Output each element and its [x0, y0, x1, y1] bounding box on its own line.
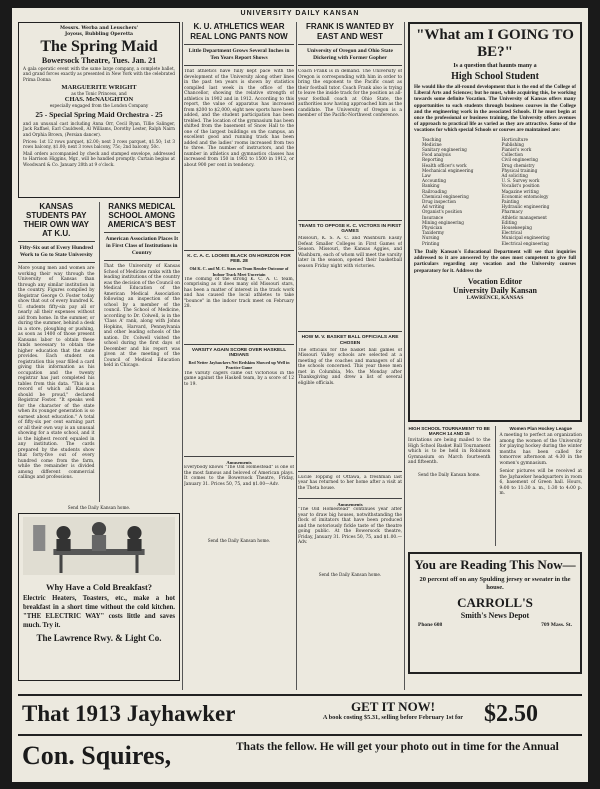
carrolls-sub: Smith's News Depot: [460, 611, 530, 620]
send-kansan-note: Send the Daily Kansan home.: [67, 505, 131, 510]
masthead: UNIVERSITY DAILY KANSAN: [240, 10, 360, 17]
carrolls-name: CARROLL'S: [457, 595, 533, 610]
spring-maid-orchestra: 25 - Special Spring Maid Orchestra - 25: [35, 110, 163, 120]
vocation-item: Food analysis: [422, 152, 451, 158]
vocation-item: Drug chemistry: [501, 162, 535, 168]
teams-oppose-headline: TEAMS TO OPPOSE K. C. VICTORS IN FIRST GAMES: [298, 224, 402, 235]
vocation-body: He would like the all-round development that is the end of the College of Liberal Arts and Sciences; but he must, while acquiring this, be working towards some definite Vocation. The University of Kansas offers many opportunities to such students through business courses in the College and the engineering work in the associated Schools. If he must begin at once the professional or business training, the University offers avenues of approach to practical life as varied as they are attractive. Some of the vocations for which special Schools or courses are maintained are:: [414, 84, 576, 134]
women-hockey-body: A meeting to perfect an organization among the women of the University for playing hockey during the winter months has been called for tomorrow afternoon at 4:30 in the women's gymnasium.: [499, 433, 582, 466]
vocation-item: Electrical engineering: [501, 240, 549, 246]
kc-game-headline: K. C. A. C. LOOMS BLACK ON HORIZON FOR FEB. 28: [187, 254, 291, 265]
frank-wanted-body: Coach Frank is in demand. The University of Oregon is corresponding with him in order to bring the exponent to the Pacific coast as their football tutor. Coach Frank also is trying to leave the inside track for the position as all-year football coach at Ohio State, the authorities now having approached him as the candidate. The University of Oregon is a member of the Pacific-Northwest conference.: [298, 69, 402, 118]
squires-ad: [18, 734, 582, 780]
amusements1-title: Amusements: [226, 459, 252, 465]
spring-maid-star1: MARGUERITE WRIGHT: [61, 83, 137, 91]
spring-maid-ad: [18, 22, 180, 198]
squires-name: Con. Squires,: [22, 741, 172, 770]
spring-maid-star1-sub: as the Tonic Princess, and: [71, 90, 127, 96]
ku-athletics-headline: K. U. ATHLETICS WEAR REAL LONG PANTS NOW: [190, 22, 288, 41]
vocation-item: Horticulture: [501, 136, 528, 142]
vocation-bureau1: Vocation Editor: [467, 276, 523, 286]
medical-school-headline: RANKS MEDICAL SCHOOL AMONG AMERICA'S BEST: [107, 202, 176, 229]
vocation-item: Taxidermy: [422, 230, 445, 236]
vocation-item: Insurance: [422, 214, 444, 220]
spring-maid-venue: Bowersock Theatre, Tues. Jan. 21: [41, 56, 157, 66]
spring-maid-kicker1: Messrs. Werba and Leuschers': [60, 26, 138, 31]
varsity-score-body: The varsity cagers came out victorious in the game against the Haskell team, by a score of 12 to 19.: [184, 370, 294, 387]
spring-maid-intro: A gala operatic event with the same large company, a complete ballet, and grand forces exactly as presented in New York with the celebrated Prima Donna: [23, 66, 175, 82]
lucile-note: Lucile Topping of Ottawa, a freshman last year has returned to her home after a visit at the Theta house.: [298, 474, 402, 491]
carrolls-ad: [408, 552, 582, 674]
kansas-students-deck: Fifty-Six out of Every Hundred Work to Go to State University: [19, 245, 94, 258]
vocation-student: High School Student: [451, 71, 539, 82]
vocation-title: "What am I GOING TO BE?": [416, 27, 574, 60]
hs-tournament-body: Invitations are being mailed to the High School Basket Ball Tournament which is to be held in Robinson Gymnasium on March fourteenth and fifteenth.: [408, 438, 491, 466]
vocation-item: Municipal engineering: [501, 235, 550, 241]
spring-maid-mail: Mail orders accompanied by check and stamped envelope, addressed to Harrison Higgins, Mgr., will be handled promptly. Curtain begins at Woodward & Co. January 20th at 9 o'clock.: [23, 151, 175, 167]
vocation-item: Drug inspection: [422, 199, 456, 205]
hs-tournament-article: [408, 426, 491, 546]
vocation-item: Vocalist's position: [501, 183, 540, 189]
spring-maid-cast: and an unusual cast including Anna Orr, Cecil Ryan, Tillie Salinger, Jack Raffael, Earl Cauldwell, Al Williams, Dorothy Lester, Ralph Nairn and Orphia Brown, (Persian dancer).: [23, 121, 175, 137]
ku-athletics-body: That athletics have fully kept pace with the development of the University along other lines in the past ten years is shown by statistics compiled last week in the office of the Chancellor, showing the relative strength of athletics in 1902 and in 1912. According to this report, the value of apparatus has increased from $200 to $2,000, eight new sports have been added, and the student participation has been trebled. The location of the gymnasium has been shifted from the basement of Snow Hall to the one of the largest buildings on the campus, an excellent good and running track has been added and the ladies' rooms increased from two to three. The number of instructors, and the number in athletics and gymnastics classes has increased from 150 in 1902 to 1500 in 1912, or about 900 per cent in tendency.: [184, 69, 294, 168]
carrolls-phone: Phone 608: [418, 622, 443, 628]
vocation-item: Mechanical engineering: [422, 167, 474, 173]
varsity-score-headline: VARSITY AGAIN SCORE OVER HASKELL INDIANS: [191, 347, 287, 359]
jayhawker-terms: A book costing $5.31, selling before February 1st for: [322, 714, 464, 721]
vocation-bureau2: University Daily Kansan: [452, 285, 537, 295]
vocation-item: Organist's position: [422, 209, 463, 215]
vocation-item: Electrical: [501, 230, 522, 236]
vocation-item: Hydraulic engineering: [501, 204, 550, 210]
medical-school-body: That the University of Kansas School of Medicine ranks with the leading institutions of the country was the decision of the Council on Medical Education of the American Medical Association following an inspection of the school by a member of the council. The School of Medicine, according to Dr. Colwell, is in the 'Class A' rank, along with Johns Hopkins, Harvard, Pennsylvania and other leading schools of the nation. Dr. Colwell visited the school during the first days of December and his report was given at the meeting of the Council of Medical Education held in Chicago.: [103, 264, 180, 368]
vocation-item: Editing: [501, 219, 517, 225]
vocation-item: Teaching: [422, 136, 442, 142]
vocation-item: Pianist's work: [501, 147, 532, 153]
carrolls-title: You are Reading This Now—: [414, 557, 576, 572]
basketball-rules-body: The officials for the basket ball games of Missouri Valley schools are selected at a meeting of the coaches and managers of all the schools concerned. This year these men met in Columbia, Mo. the Monday after Thanksgiving and drew a list of several eligible officials.: [298, 347, 402, 386]
carrolls-body: 20 percent off on any Spulding jersey or sweater in the house.: [419, 576, 571, 591]
right-column: [408, 22, 582, 678]
kansas-students-article: [18, 202, 95, 502]
send-kansan-note-2: Send the Daily Kansan home.: [207, 538, 271, 544]
column-3: [298, 22, 402, 690]
amusements2-body: "The Old Homestead" continues year after year to draw big houses, notwithstanding the flock of imitators that have been produced and the notoriously fickle taste of the theatre going public. At the Bowersock theatre, Friday, January 31. Prices 50, 75, and $1.00.—Adv.: [298, 507, 402, 546]
breakfast-headline: Why Have a Cold Breakfast?: [45, 582, 153, 593]
vocation-item: Physician: [422, 225, 443, 231]
frank-wanted-deck: University of Oregon and Ohio State Dickering with Former Gopher: [307, 48, 393, 61]
vocation-item: Printing: [422, 240, 440, 246]
jayhawker-title: That 1913 Jayhawker: [22, 701, 236, 726]
jayhawker-price: $2.50: [484, 701, 538, 727]
kansas-students-body: More young men and women are working their way through the University of Kansas than through any similar institution in the country. Figures compiled by Registrar George O. Foster today show that out of every hundred K. U. students fifty-six pay all or nearly all their expenses without aid from home. In the summer, or during the summer, behind a desk in a store, ploughing or pushing, as soon as 1400 of those present Kansans labor to obtain these funds necessary to obtain the higher education that the state provides. Each student on registration this year filled a card giving this information as his occupation and the twenty registrar has just completed his tables from this data. "This is a record of which all Kansans should be proud," declared Registrar Foster. "It speaks well for the character of the state when its younger generation is so earnest about education." A total of fifty-six per cent earning part or all their own way is an unusual showing for a state school, and it is the highest record equaled in any institution. The cards prepared by the students show that forty-five out of every hundred come from the farm, while the remainder is divided among different commercial callings and professions.: [18, 266, 95, 480]
vocation-bureau3: LAWRENCE, KANSAS: [466, 294, 524, 301]
carrolls-contact: [414, 620, 576, 630]
vocation-item: Banking: [422, 183, 440, 189]
senior-pictures-note: Senior pictures will be received at the Jayhawker headquarters in room 6, basement of Green hall. Hours, 9:00 to 11:30 a. m., 1:30 to 4:00 p. m.: [499, 469, 582, 497]
breakfast-company: The Lawrence Rwy. & Light Co.: [36, 633, 162, 644]
breakfast-ad: [18, 513, 180, 681]
spring-maid-star2-sub: especially engaged from the London Company: [49, 103, 149, 108]
vocation-item: Law: [422, 173, 431, 179]
vocation-item: Publishing: [501, 141, 524, 147]
vocation-item: Housekeeping: [501, 225, 532, 231]
women-hockey-article: [500, 426, 583, 546]
vocation-item: Sanitary engineering: [422, 147, 467, 153]
amusements1-body: Everybody knows "The Old Homestead" is one of the most famous and beloved of American plays. It comes to the Bowersock Theatre, Friday, January 31. Prices 50, 75, and $1.00—Adv.: [184, 465, 294, 487]
breakfast-body: Electric Heaters, Toasters, etc., make a hot breakfast in a short time without the cold kitchen. "THE ELECTRIC WAY" costs little and saves much. Try it.: [23, 595, 175, 630]
women-hockey-headline: Women Plan Hockey League: [509, 426, 572, 431]
vocation-list: [422, 137, 576, 246]
vocation-item: Medicine: [422, 141, 442, 147]
send-kansan-note-4: Send the Daily Kansan home.: [418, 471, 481, 477]
squires-tagline: Thats the fellow. He will get your photo out in time for the Annual: [236, 741, 559, 753]
ku-athletics-deck: Little Department Grows Several Inches in Ten Years Report Shows: [188, 48, 290, 61]
vocation-item: Mining engineering: [422, 219, 464, 225]
kc-game-body: The coming of the strong K. C. A. C. team, comprising as it does many old Missouri stars, has been a matter of interest in the track work and has caused the local athletes to take "bounce" in the indoor track meet on February 28.: [184, 276, 294, 310]
vocation-footer: The Daily Kansan's Educational Department will see that inquiries addressed to it are answered by the ones most competent to give full particulars regarding any vocation and the University courses preparatory for it. Address the: [414, 248, 576, 274]
vocation-item: Nursing: [422, 235, 440, 241]
vocation-item: Painting: [501, 199, 520, 205]
vocation-item: U. S. Survey work: [501, 178, 540, 184]
spring-maid-kicker2: Joyous, Bubbling Operetta: [64, 31, 134, 37]
vocation-item: Accounting: [422, 178, 447, 184]
kc-game-deck: Old K. C. and M. C. Stars on Team Render Outcome of Indoor Track Meet Uncertain: [189, 266, 289, 277]
teams-oppose-body: Missouri, K. S. A. C. and Washburn Easily Defeat Smaller Colleges in First Games of Season. Missouri, the Kansas Aggies, and Washburn, each of whom will meet the varsity later in the season, opened their basketball season Friday night with victories.: [298, 236, 402, 269]
vocation-item: Chemical engineering: [422, 193, 469, 199]
vocation-sub: Is a question that haunts many a: [453, 63, 537, 69]
spring-maid-prices: Prices: 1st 12 rows parquet, $2.00; next 3 rows parquet, $1.50; 1st 3 rows balcony, $1.00; next 3 rows balcony, 75c; 2nd balcony, 50c.: [23, 138, 175, 150]
hs-tournament-headline: HIGH SCHOOL TOURNAMENT TO BE MARCH 14 AND 15: [408, 426, 490, 437]
vocation-item: Economic entomology: [501, 193, 549, 199]
frank-wanted-headline: FRANK IS WANTED BY EAST AND WEST: [306, 22, 394, 41]
vocation-item: Magazine writing: [501, 188, 539, 194]
vocation-item: Health officer's work: [422, 162, 467, 168]
column-2: [184, 22, 294, 690]
spring-maid-title: The Spring Maid: [40, 38, 158, 56]
amusements2-title: Amusements: [337, 501, 363, 507]
vocation-item: Physical training: [501, 167, 538, 173]
vocation-item: Ad soliciting: [501, 173, 528, 179]
col1-articles: [18, 202, 180, 502]
column-1: [18, 22, 180, 690]
right-small-articles: [408, 426, 582, 546]
vocation-item: Ad writing: [422, 204, 445, 210]
jayhawker-get-it: GET IT NOW!: [350, 699, 436, 714]
jayhawker-ad: [18, 694, 582, 734]
vocation-item: Railroading: [422, 188, 447, 194]
vocation-item: Reporting: [422, 157, 444, 163]
vocation-item: Collection: [501, 152, 523, 158]
varsity-score-deck: Red Netter Jayhawkers Net Redskins Showed up Well in Practice Game: [188, 360, 290, 371]
vocation-ad: [408, 22, 582, 422]
kansas-students-headline: KANSAS STUDENTS PAY THEIR OWN WAY AT K.U.: [23, 202, 89, 238]
medical-school-deck: American Association Places It in First Class of Institutions in Country: [105, 236, 179, 256]
basketball-rules-headline: HOW M. V. BASKET BALL OFFICIALS ARE CHOSEN: [301, 335, 399, 346]
newspaper-page: [12, 8, 588, 782]
vocation-item: Athletic management: [501, 214, 547, 220]
vocation-item: Civil engineering: [501, 157, 538, 163]
spring-maid-star2: CHAS. McNAUGHTON: [64, 96, 134, 103]
vocation-item: Pharmacy: [501, 209, 523, 215]
breakfast-table-illustration: [23, 517, 175, 575]
medical-school-article: [104, 202, 181, 502]
carrolls-address: 709 Mass. St.: [541, 622, 572, 628]
send-kansan-note-3: Send the Daily Kansan home.: [318, 572, 382, 578]
